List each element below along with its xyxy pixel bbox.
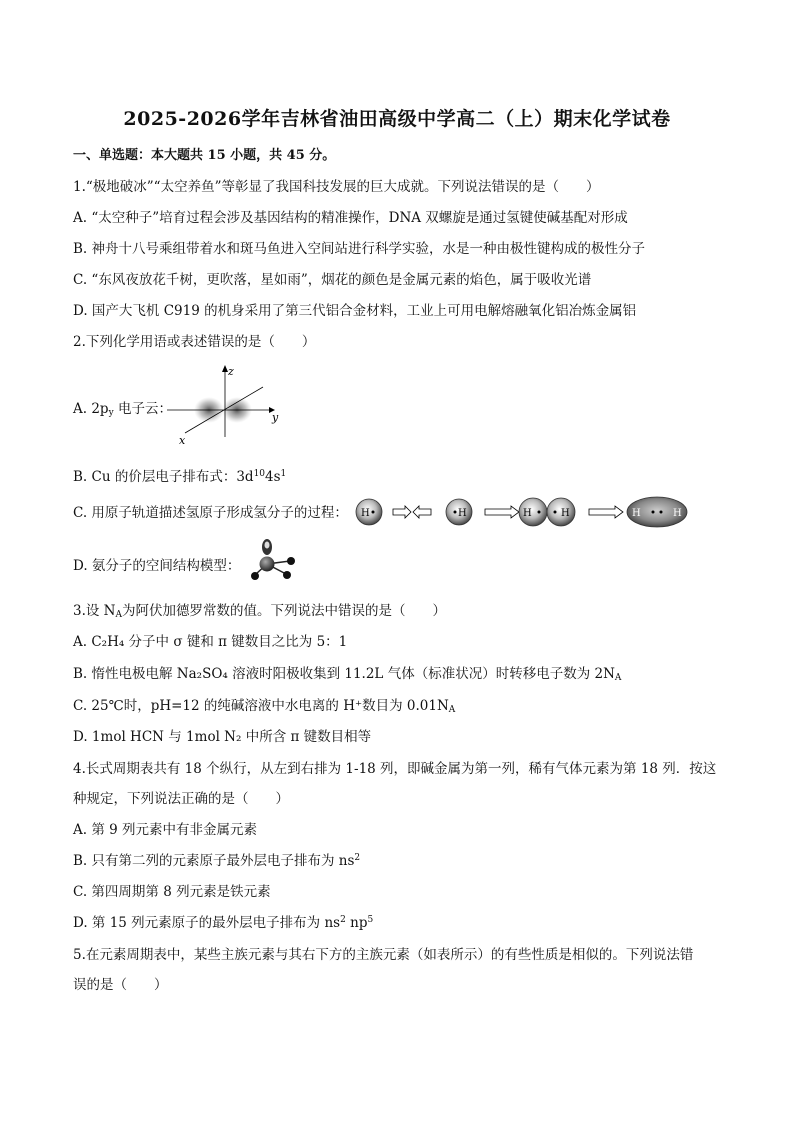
question-1-option-a: A. “太空种子”培育过程会涉及基因结构的精准操作，DNA 双螺旋是通过氢键使碱基配对形成 [73,210,628,226]
arrow-right-icon [589,506,623,518]
hydrogen-bond-formation-figure [355,494,695,530]
arrow-right-icon [393,506,411,518]
question-2-stem: 2.下列化学用语或表述错误的是（ ） [73,334,316,350]
question-2-option-c: C. 用原子轨道描述氢原子形成氢分子的过程： [73,505,348,521]
question-3-option-a: A. C₂H₄ 分子中 σ 键和 π 键数目之比为 5：1 [73,634,348,650]
question-4-option-d: D. 第 15 列元素原子的最外层电子排布为 $ns^2$ $np^5$ [73,915,374,931]
axis-y-label: y [272,411,279,424]
electron-dot [372,511,375,514]
p-orbital-figure [165,365,285,447]
question-5-stem-line2: 误的是（ ） [73,977,168,993]
axis-z-label: z [228,365,234,378]
hydrogen-atom-2-label: H [458,508,467,519]
hydrogen-atom [251,572,259,580]
page-title: 2025-2026学年吉林省油田高级中学高二（上）期末化学试卷 [123,108,671,130]
question-2-option-d: D. 氨分子的空间结构模型： [73,558,241,574]
ammonia-model-figure [250,538,300,584]
hydrogen-atom [283,571,291,579]
question-3-stem: 3.设 $N_A$为阿伏加德罗常数的值。下列说法中错误的是（ ） [73,603,446,620]
question-1-option-c: C. “东风夜放花千树，更吹落，星如雨”，烟花的颜色是金属元素的焰色，属于吸收光谱 [73,272,592,288]
molecule-right-label: H [673,508,682,519]
overlap-atom-right-label: H [561,508,570,519]
lone-pair-highlight [265,542,270,549]
question-5-stem-line1: 5.在元素周期表中，某些主族元素与其右下方的主族元素（如表所示）的有些性质是相似的。下列说法错 [73,947,694,963]
question-4-option-b: B. 只有第二列的元素原子最外层电子排布为 $ns^2$ [73,853,361,869]
molecule-left-label: H [632,508,641,519]
electron-dot [538,511,541,514]
question-1-stem: 1.“极地破冰”“太空养鱼”等彰显了我国科技发展的巨大成就。下列说法错误的是（ ） [73,179,600,195]
axis-x-label: x [179,434,186,447]
electron-dot [454,511,457,514]
question-3-option-d: D. 1mol HCN 与 1mol N₂ 中所含 π 键数目相等 [73,729,372,745]
question-2-option-a: A. $2p_y$ 电子云： [73,401,172,418]
question-3-option-c: C. 25℃时，pH=12 的纯碱溶液中水电离的 H⁺数目为 $0.01N_A$ [73,698,456,715]
question-1-option-d: D. 国产大飞机 C919 的机身采用了第三代铝合金材料，工业上可用电解熔融氧化铝冶炼金属铝 [73,303,637,319]
question-4-option-a: A. 第 9 列元素中有非金属元素 [73,822,258,838]
hydrogen-atom-1-label: H [361,508,370,519]
arrow-right-icon [485,506,519,518]
electron-dot [554,511,557,514]
question-2-option-b: B. Cu 的价层电子排布式：$3d^{10}4s^1$ [73,469,287,485]
question-1-option-b: B. 神舟十八号乘组带着水和斑马鱼进入空间站进行科学实验，水是一种由极性键构成的极性分子 [73,241,646,257]
question-4-option-c: C. 第四周期第 8 列元素是铁元素 [73,884,271,900]
electron-dot [652,511,655,514]
arrow-left-icon [413,506,431,518]
electron-dot [660,511,663,514]
question-4-stem-line1: 4.长式周期表共有 18 个纵行，从左到右排为 1-18 列，即碱金属为第一列，稀有气体元素为第 18 列．按这 [73,761,717,777]
question-4-stem-line2: 种规定，下列说法正确的是（ ） [73,791,289,807]
question-3-option-b: B. 惰性电极电解 Na₂SO₄ 溶液时阳极收集到 11.2L 气体（标准状况）时转移电子数为 $2N_A$ [73,666,622,683]
nitrogen-atom [260,557,275,572]
section-header: 一、单选题：本大题共 15 小题，共 45 分。 [73,148,336,163]
hydrogen-atom [287,557,295,565]
overlap-atom-left-label: H [523,508,532,519]
